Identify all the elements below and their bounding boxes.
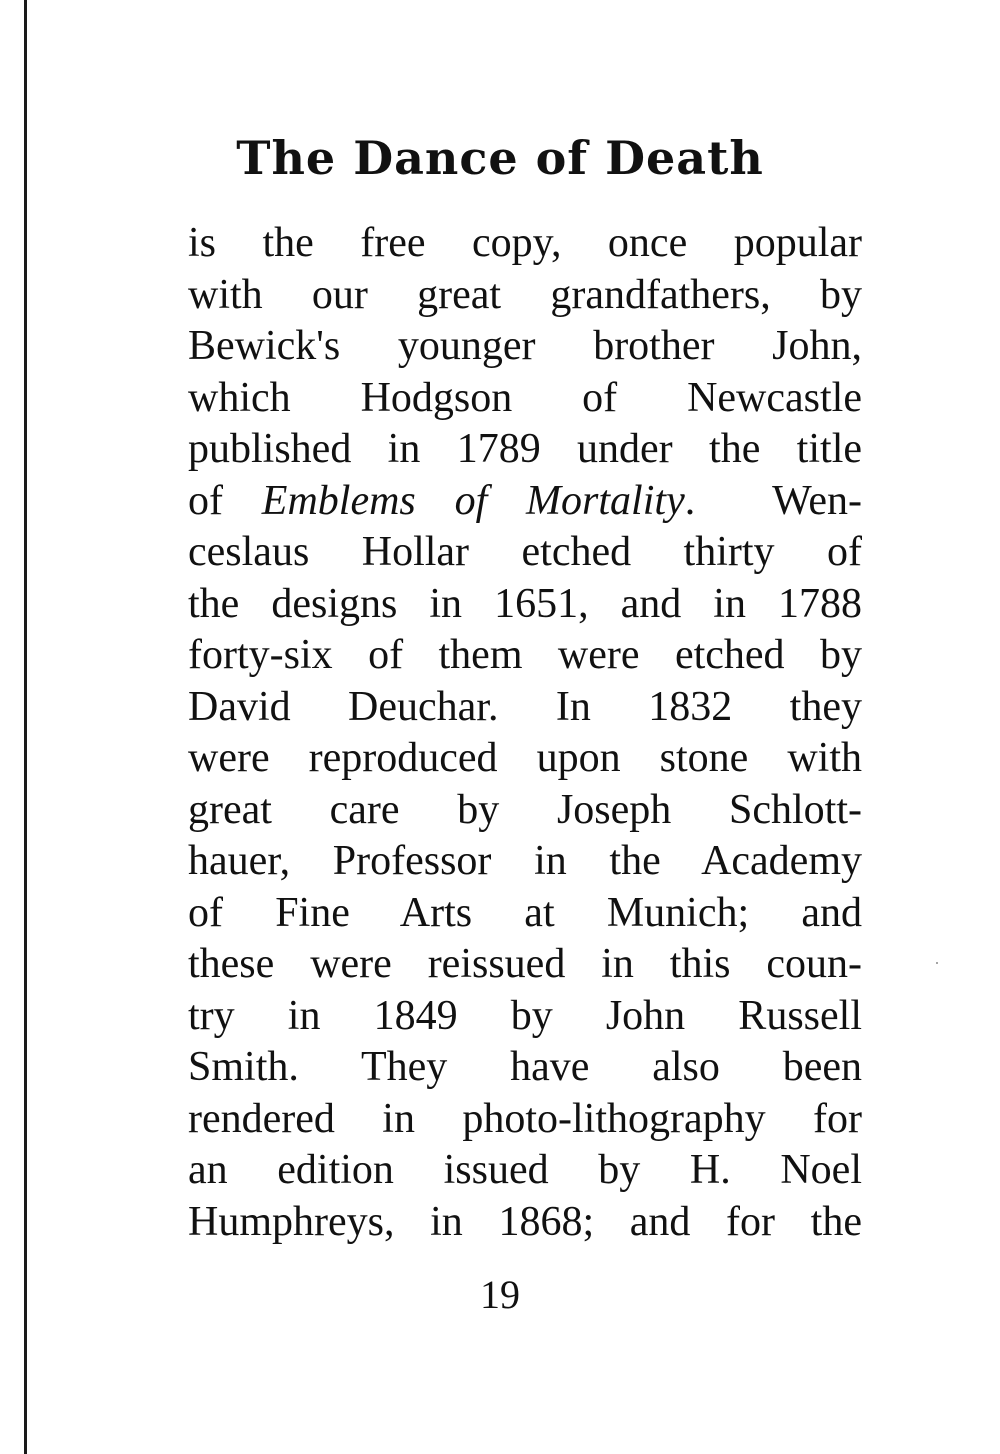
text-line: with our great grandfathers, by <box>188 271 862 318</box>
page-number: 19 <box>480 1272 520 1317</box>
text-line: Bewick's younger brother John, <box>188 323 862 369</box>
text-line: ceslaus Hollar etched thirty of <box>188 529 862 575</box>
text-line-with-title <box>188 476 862 528</box>
text-line: Smith. They have also been <box>188 1044 862 1090</box>
text-line: were reproduced upon stone with <box>188 735 862 781</box>
text-line: forty-six of them were etched by <box>188 632 862 678</box>
text-line: is the free copy, once popular <box>188 220 862 266</box>
body-text <box>188 218 862 1248</box>
page-edge-rule <box>24 0 27 1454</box>
text-line: of Fine Arts at Munich; and <box>188 889 862 936</box>
text-line: which Hodgson of Newcastle <box>188 374 862 421</box>
text-line: Humphreys, in 1868; and for the <box>188 1198 862 1245</box>
text-line: David Deuchar. In 1832 they <box>188 683 862 730</box>
text-line: these were reissued in this coun- <box>188 941 862 987</box>
running-head-title: The Dance of Death <box>236 131 764 185</box>
text-line: the designs in 1651, and in 1788 <box>188 580 862 627</box>
text-line: try in 1849 by John Russell <box>188 992 862 1039</box>
text-line: great care by Joseph Schlott- <box>188 786 862 833</box>
text-line: published in 1789 under the title <box>188 426 862 472</box>
text-line: an edition issued by H. Noel <box>188 1147 862 1193</box>
text-line: rendered in photo-lithography for <box>188 1095 862 1142</box>
scan-speck <box>936 962 938 964</box>
text-line-lead: of <box>188 477 262 524</box>
text-line-tail: . Wen- <box>684 477 862 524</box>
text-line: hauer, Professor in the Academy <box>188 838 862 884</box>
book-title-italic: Emblems of Mortality <box>261 477 685 524</box>
